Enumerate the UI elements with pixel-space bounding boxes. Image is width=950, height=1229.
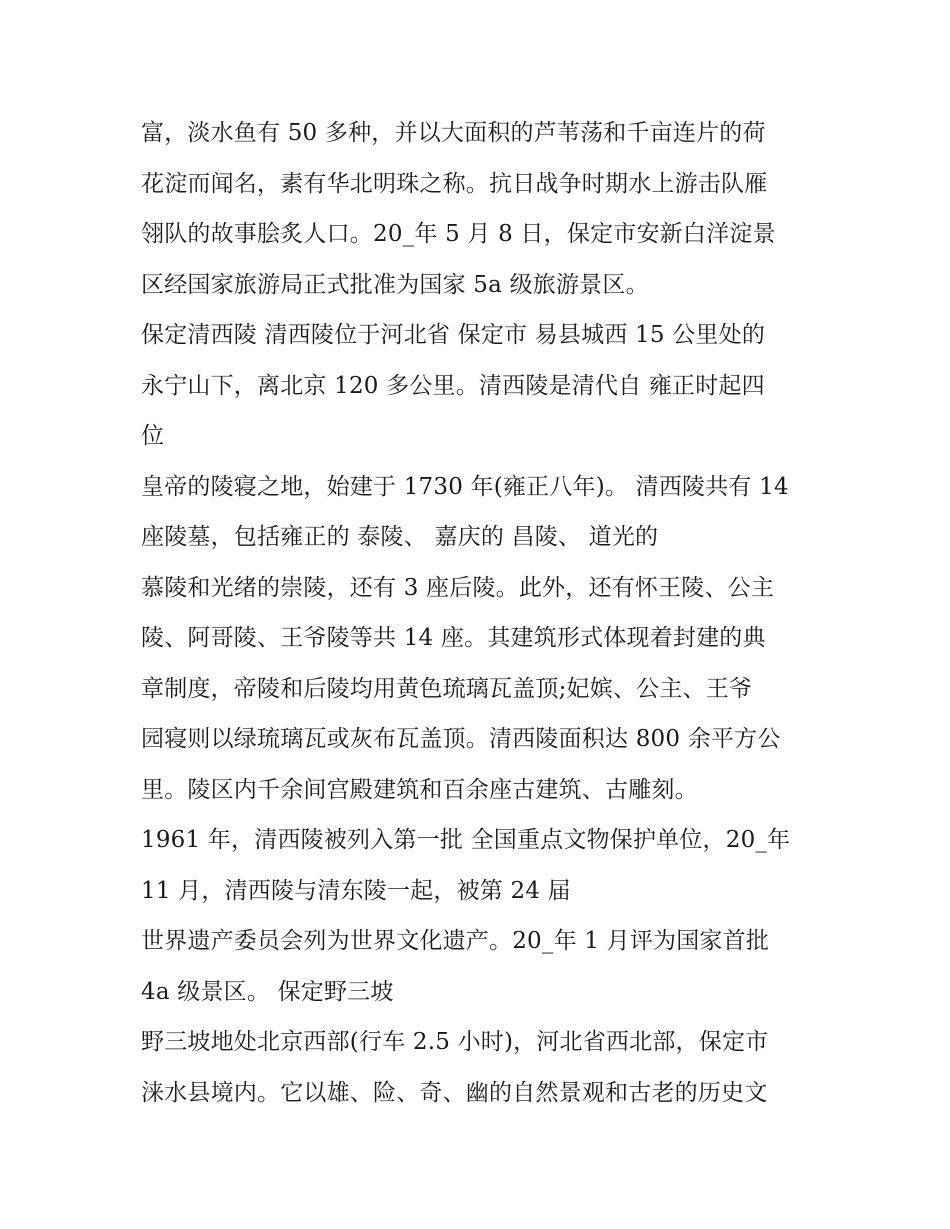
text-line: 座陵墓，包括雍正的 泰陵、 嘉庆的 昌陵、 道光的	[141, 524, 659, 550]
text-line: 章制度，帝陵和后陵均用黄色琉璃瓦盖顶;妃嫔、公主、王爷	[141, 675, 753, 702]
text-line: 花淀而闻名，素有华北明珠之称。抗日战争时期水上游击队雁	[141, 170, 768, 197]
text-line: 1961 年，清西陵被列入第一批 全国重点文物保护单位，20_年	[141, 827, 791, 853]
text-line: 涞水县境内。它以雄、险、奇、幽的自然景观和古老的历史文	[141, 1079, 768, 1106]
text-line: 富，淡水鱼有 50 多种，并以大面积的芦苇荡和千亩连片的荷	[141, 120, 766, 146]
text-line: 里。陵区内千余间宫殿建筑和百余座古建筑、古雕刻。	[141, 776, 698, 803]
text-line: 翎队的故事脍炙人口。20_年 5 月 8 日，保定市安新白洋淀景	[141, 221, 776, 247]
text-line: 保定清西陵 清西陵位于河北省 保定市 易县城西 15 公里处的	[141, 322, 766, 348]
text-line: 区经国家旅游局正式批准为国家 5a 级旅游景区。	[141, 271, 649, 298]
text-line: 11 月，清西陵与清东陵一起，被第 24 届	[141, 877, 571, 904]
text-line: 皇帝的陵寝之地，始建于 1730 年(雍正八年)。 清西陵共有 14	[141, 473, 789, 500]
text-line: 4a 级景区。 保定野三坡	[141, 978, 394, 1005]
text-line: 陵、阿哥陵、王爷陵等共 14 座。其建筑形式体现着封建的典	[141, 625, 766, 651]
text-line: 位	[141, 423, 165, 449]
text-line: 园寝则以绿琉璃瓦或灰布瓦盖顶。清西陵面积达 800 余平方公	[141, 726, 781, 752]
text-line: 野三坡地处北京西部(行车 2.5 小时)，河北省西北部，保定市	[141, 1029, 769, 1055]
body-text	[141, 108, 821, 1118]
text-line: 永宁山下，离北京 120 多公里。清西陵是清代自 雍正时起四	[141, 372, 765, 399]
text-line: 世界遗产委员会列为世界文化遗产。20_年 1 月评为国家首批	[141, 928, 770, 954]
text-line: 慕陵和光绪的崇陵，还有 3 座后陵。此外，还有怀王陵、公主	[141, 574, 775, 601]
